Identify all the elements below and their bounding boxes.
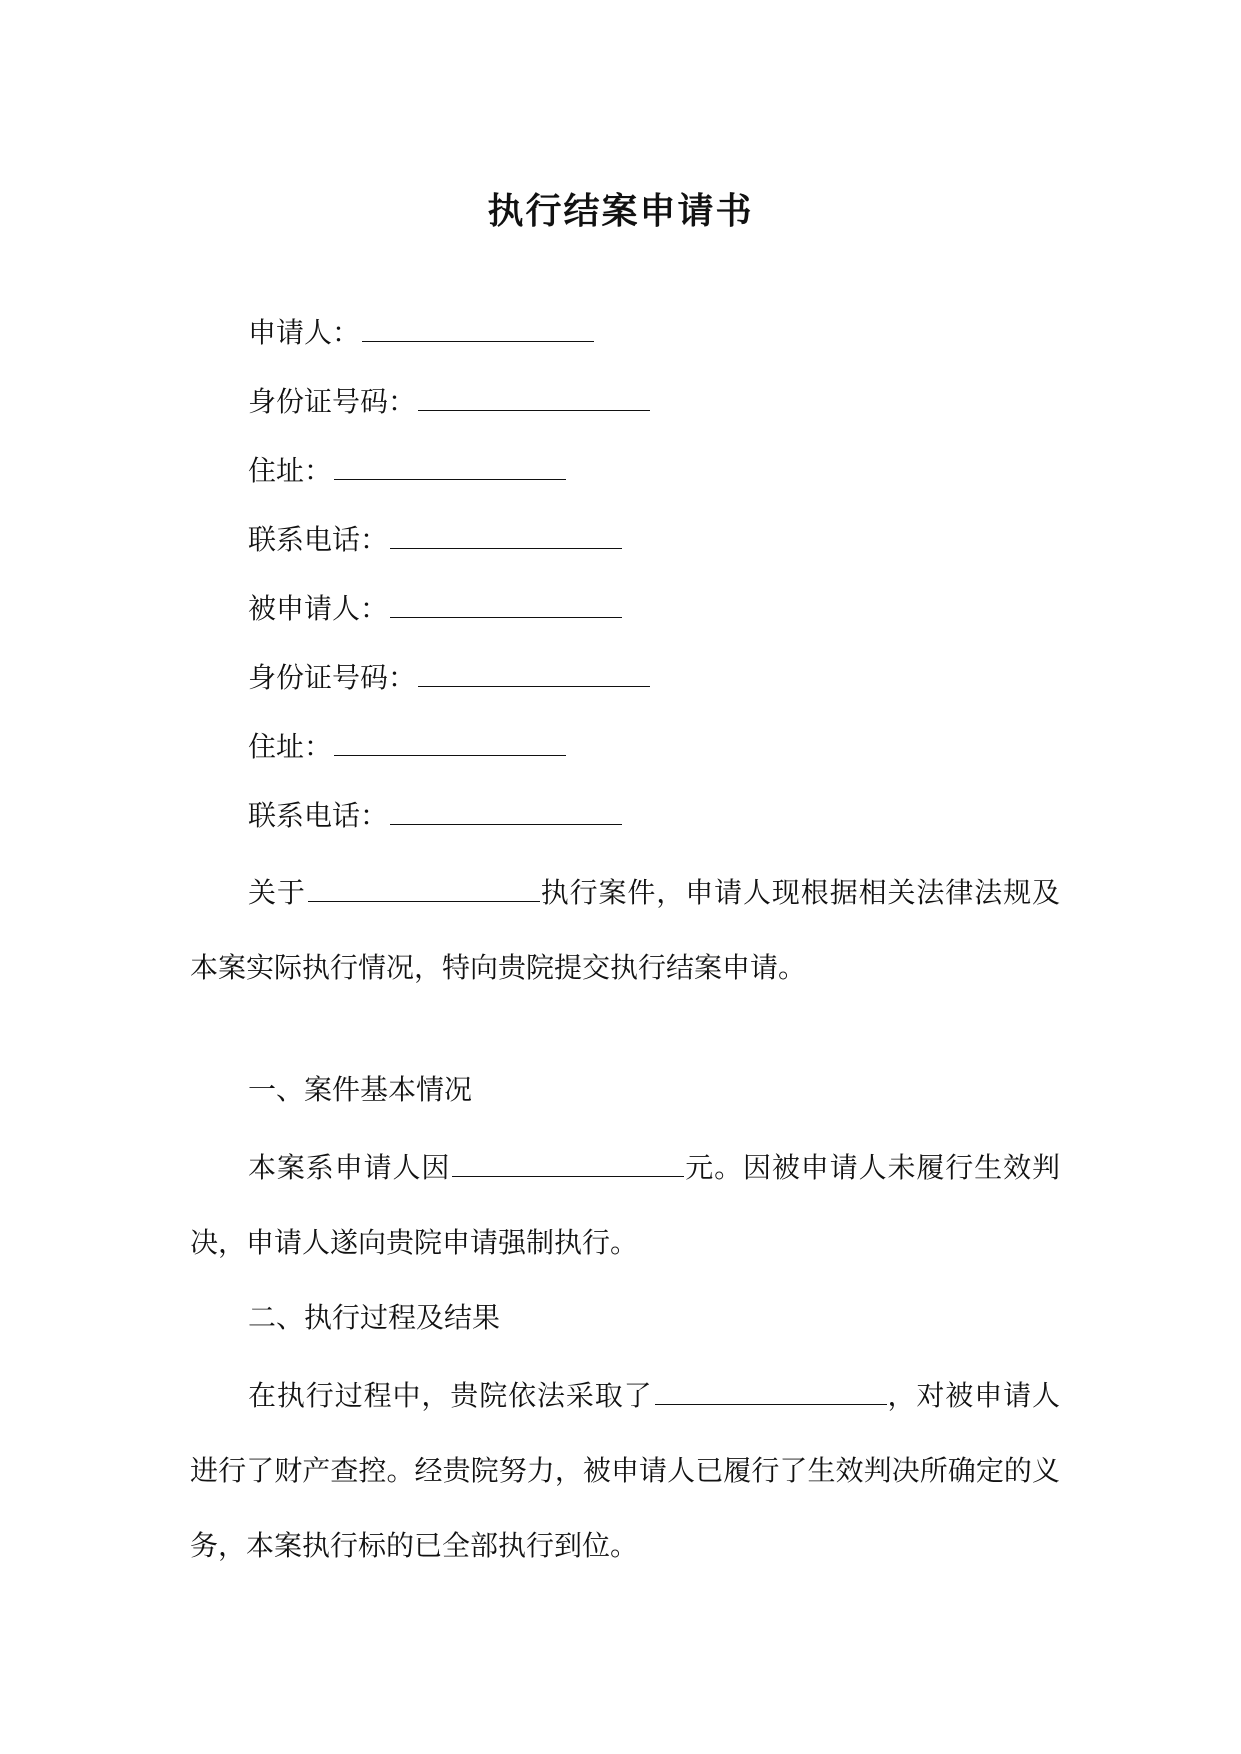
respondent-field	[248, 589, 622, 629]
field-label: 联系电话：	[248, 523, 389, 556]
applicant-phone-blank[interactable]	[390, 522, 622, 549]
applicant-field	[248, 313, 594, 353]
field-label: 申请人：	[248, 316, 361, 349]
field-label: 被申请人：	[248, 592, 389, 625]
respondent-address-blank[interactable]	[334, 729, 566, 756]
respondent-address-field	[248, 727, 566, 767]
applicant-id-blank[interactable]	[418, 384, 650, 411]
section1-paragraph	[190, 1130, 1060, 1280]
field-label: 住址：	[248, 454, 333, 487]
applicant-address-field	[248, 451, 566, 491]
section1-text-before: 本案系申请人因	[248, 1151, 451, 1184]
field-label: 联系电话：	[248, 799, 389, 832]
measures-blank[interactable]	[655, 1378, 887, 1405]
section2-text-after: ，对被申请人进行了财产查控。经贵院努力，被申请人已履行了生效判决所确定的义务，本案执行标的已全部执行到位。	[190, 1379, 1060, 1562]
applicant-phone-field	[248, 520, 622, 560]
applicant-address-blank[interactable]	[334, 453, 566, 480]
section2-text-before: 在执行过程中，贵院依法采取了	[248, 1379, 653, 1412]
applicant-id-field	[248, 382, 650, 422]
respondent-blank[interactable]	[390, 591, 622, 618]
case-name-blank[interactable]	[308, 875, 540, 902]
intro-text-after: 执行案件，申请人现根据相关法律法规及本案实际执行情况，特向贵院提交执行结案申请。	[190, 876, 1060, 984]
section2-paragraph	[190, 1358, 1060, 1583]
case-cause-blank[interactable]	[452, 1150, 684, 1177]
intro-text-before: 关于	[248, 876, 306, 909]
intro-paragraph	[190, 855, 1060, 1005]
respondent-id-field	[248, 658, 650, 698]
field-label: 身份证号码：	[248, 661, 417, 694]
section2-heading: 二、执行过程及结果	[248, 1301, 501, 1334]
respondent-phone-blank[interactable]	[390, 798, 622, 825]
section1-heading: 一、案件基本情况	[248, 1073, 473, 1106]
document-title: 执行结案申请书	[487, 190, 754, 232]
respondent-id-blank[interactable]	[418, 660, 650, 687]
respondent-phone-field	[248, 796, 622, 836]
section1-text-after: 元。因被申请人未履行生效判决，申请人遂向贵院申请强制执行。	[190, 1151, 1060, 1259]
field-label: 身份证号码：	[248, 385, 417, 418]
applicant-blank[interactable]	[362, 315, 594, 342]
field-label: 住址：	[248, 730, 333, 763]
